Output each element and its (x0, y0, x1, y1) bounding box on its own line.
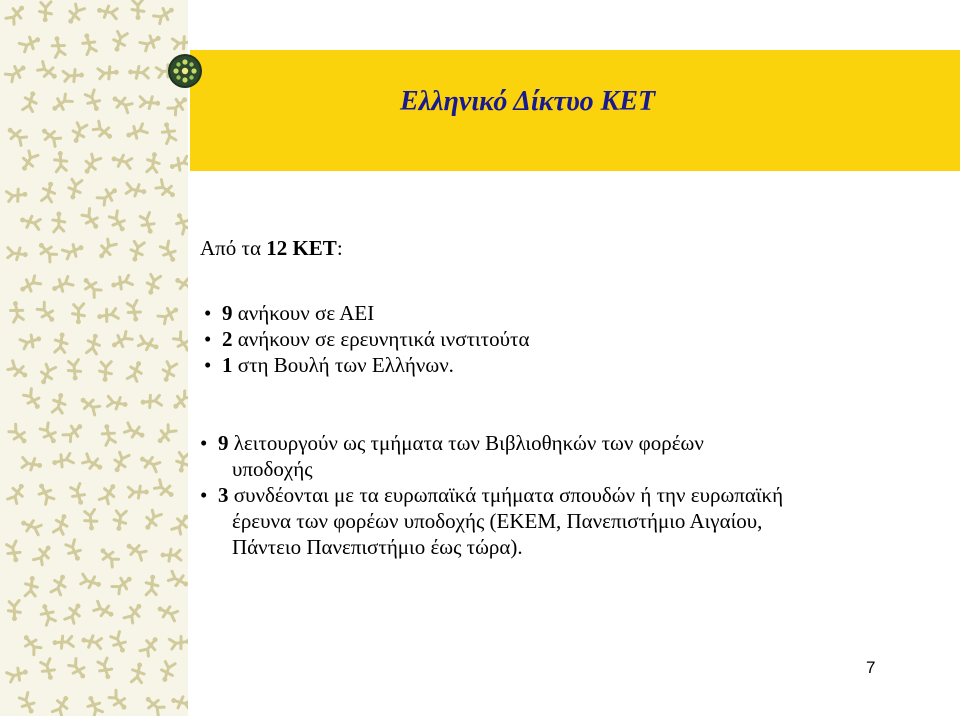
decorative-figures-pattern (0, 0, 188, 716)
list-item (200, 300, 529, 326)
item-count: 9 (222, 301, 233, 325)
intro-line (200, 236, 343, 261)
intro-prefix: Από τα (200, 236, 267, 260)
item-count: 2 (222, 327, 233, 351)
function-list (196, 430, 783, 560)
network-logo-icon (167, 53, 203, 89)
intro-suffix: : (336, 236, 343, 260)
item-count: 3 (218, 483, 229, 507)
list-item (200, 326, 529, 352)
page-number: 7 (866, 658, 876, 677)
item-count: 1 (222, 353, 233, 377)
list-item (200, 352, 529, 378)
item-count: 9 (218, 431, 229, 455)
decorative-figures-band (0, 0, 188, 716)
affiliation-list (200, 300, 529, 378)
list-item (196, 430, 783, 482)
item-text: ανήκουν σε ερευνητικά ινστιτούτα (232, 327, 530, 351)
item-text-continued: Πάντειο Πανεπιστήμιο έως τώρα). (232, 535, 523, 559)
slide-title: Ελληνικό Δίκτυο ΚΕΤ (400, 86, 656, 117)
item-text: συνδέονται με τα ευρωπαϊκά τμήματα σπουδών ή την ευρωπαϊκή (228, 483, 784, 507)
list-item (196, 482, 783, 560)
item-text-continued: έρευνα των φορέων υποδοχής (ΕΚΕΜ, Πανεπιστήμιο Αιγαίου, (232, 509, 763, 533)
item-text: ανήκουν σε ΑΕΙ (232, 301, 375, 325)
item-text-continued: υποδοχής (232, 457, 313, 481)
item-text: λειτουργούν ως τμήματα των Βιβλιοθηκών των φορέων (228, 431, 704, 455)
intro-count: 12 ΚΕΤ (266, 236, 337, 260)
item-text: στη Βουλή των Ελλήνων. (232, 353, 454, 377)
